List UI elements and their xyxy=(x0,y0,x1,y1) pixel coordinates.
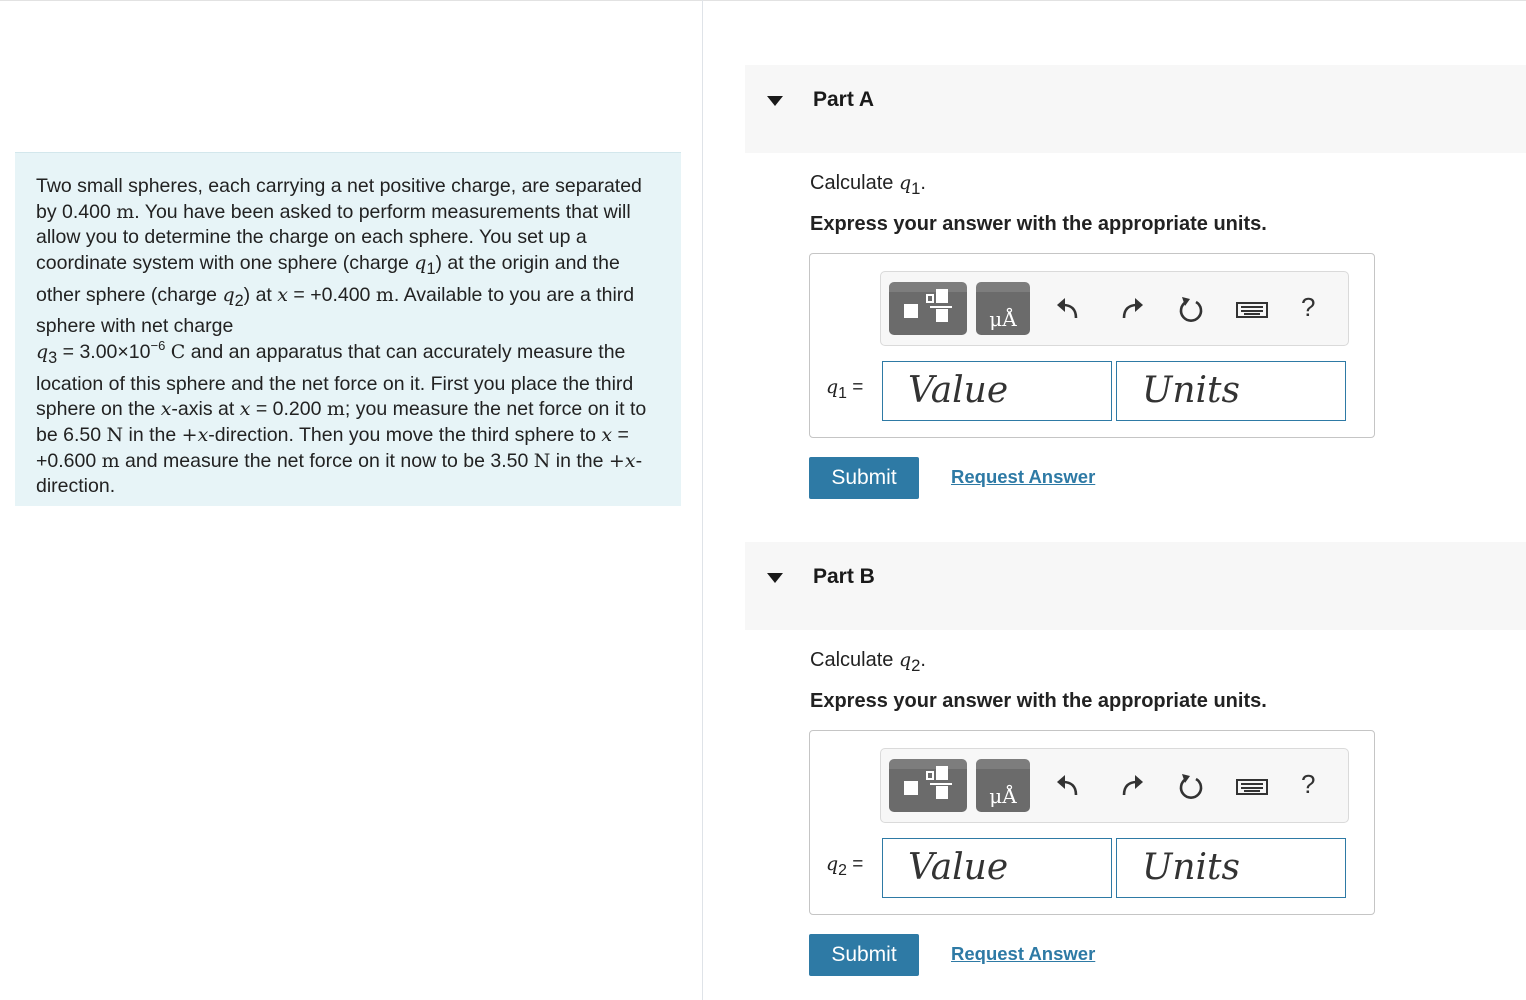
undo-icon[interactable] xyxy=(1054,294,1084,324)
part-b-answer-box xyxy=(809,730,1375,915)
part-a-answer-box xyxy=(809,253,1375,438)
units-input[interactable]: Units xyxy=(1116,838,1346,898)
column-divider xyxy=(702,0,703,1000)
units-icon[interactable]: μÅ xyxy=(976,282,1030,335)
value-input[interactable]: Value xyxy=(882,361,1112,421)
templates-icon[interactable] xyxy=(889,759,967,812)
equation-toolbar xyxy=(880,748,1349,823)
submit-button[interactable]: Submit xyxy=(809,934,919,976)
equation-toolbar xyxy=(880,271,1349,346)
part-b-title: Part B xyxy=(813,565,875,588)
help-icon[interactable]: ? xyxy=(1301,769,1316,799)
request-answer-link[interactable]: Request Answer xyxy=(951,466,1096,487)
top-rule xyxy=(0,0,1526,1)
part-a-prompt: Calculate $q_1$. xyxy=(810,172,926,198)
problem-statement xyxy=(15,152,681,506)
undo-icon[interactable] xyxy=(1054,771,1084,801)
submit-button[interactable]: Submit xyxy=(809,457,919,499)
units-input[interactable]: Units xyxy=(1116,361,1346,421)
value-input[interactable]: Value xyxy=(882,838,1112,898)
collapse-triangle-icon[interactable] xyxy=(767,96,783,106)
reset-icon[interactable] xyxy=(1176,771,1206,801)
templates-icon[interactable] xyxy=(889,282,967,335)
q1-label: $q_1$ = xyxy=(826,376,864,402)
redo-icon[interactable] xyxy=(1116,771,1146,801)
problem-text: Two small spheres, each carrying a net positive charge, are separated by 0.400 m. You have been asked to perform measurements that will allow you to determine the charge on each sphere. You set up a coordinate system with one sphere (charge $q_1$) at the origin and the other sphere (charge $q_2$) at x = +0.400 m. Available to you are a third sphere with net charge $q_3 = 3.00\times 10^{-6}$ C and an apparatus that can accurately measure the location of this sphere and the net force on it. First you place the third sphere on the x-axis at x = 0.200 m; you measure the net force on it to be 6.50 N in the +x-direction. Then you move the third sphere to x = +0.600 m and measure the net force on it now to be 3.50 N in the +x-direction. xyxy=(36,175,647,498)
collapse-triangle-icon[interactable] xyxy=(767,573,783,583)
part-a-header[interactable] xyxy=(745,65,1526,153)
keyboard-icon[interactable] xyxy=(1235,294,1269,324)
part-b-instructions: Express your answer with the appropriate units. xyxy=(810,690,1267,712)
redo-icon[interactable] xyxy=(1116,294,1146,324)
keyboard-icon[interactable] xyxy=(1235,771,1269,801)
help-icon[interactable]: ? xyxy=(1301,292,1316,322)
part-a-instructions: Express your answer with the appropriate units. xyxy=(810,213,1267,235)
reset-icon[interactable] xyxy=(1176,294,1206,324)
part-a-title: Part A xyxy=(813,88,875,111)
part-b-prompt: Calculate $q_2$. xyxy=(810,649,926,675)
units-icon[interactable]: μÅ xyxy=(976,759,1030,812)
q2-label: $q_2$ = xyxy=(826,853,864,879)
request-answer-link[interactable]: Request Answer xyxy=(951,943,1096,964)
part-b-header[interactable] xyxy=(745,542,1526,630)
